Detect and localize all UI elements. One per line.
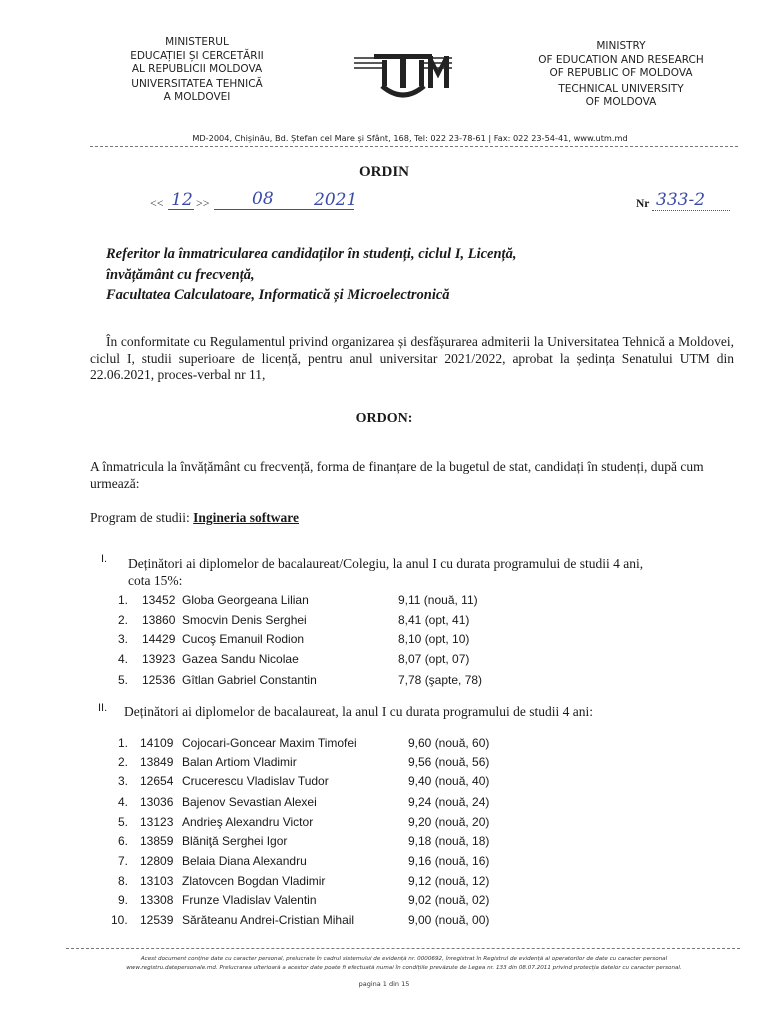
list-item <box>0 913 768 931</box>
row-name: Zlatovcen Bogdan Vladimir <box>182 874 326 888</box>
list-item <box>0 755 768 773</box>
row-name: Gazea Sandu Nicolae <box>182 652 299 666</box>
row-id: 13860 <box>142 613 176 627</box>
row-number: 8. <box>118 874 129 888</box>
row-number: 3. <box>118 632 129 646</box>
row-grade: 7,78 (şapte, 78) <box>398 673 483 687</box>
row-grade: 9,60 (nouă, 60) <box>408 736 490 750</box>
row-number: 1. <box>118 593 129 607</box>
header-left-line: AL REPUBLICII MOLDOVA <box>131 63 263 75</box>
institution-address: MD-2004, Chișinău, Bd. Ștefan cel Mare și Sfânt, 168, Tel: 022 23-78-61 | Fax: 022 23-54-41, www.utm.md <box>192 133 628 143</box>
row-number: 2. <box>118 755 129 769</box>
row-id: 13123 <box>140 815 174 829</box>
list-item <box>0 854 768 872</box>
subject-line: Referitor la înmatricularea candidaților în studenți, ciclul I, Licență, <box>106 246 517 262</box>
row-grade: 9,24 (nouă, 24) <box>408 795 490 809</box>
row-name: Frunze Vladislav Valentin <box>182 893 317 907</box>
row-name: Bajenov Sevastian Alexei <box>182 795 317 809</box>
header-left-line: A MOLDOVEI <box>163 91 231 103</box>
row-id: 13923 <box>142 652 176 666</box>
section-1-heading <box>128 556 738 589</box>
program-label: Program de studii: <box>90 510 190 525</box>
header-right-line: OF MOLDOVA <box>585 96 657 108</box>
section-2-heading-line1: Deținători ai diplomelor de bacalaureat, la anul I cu durata programului de studii 4 ani: <box>124 704 593 719</box>
row-number: 9. <box>118 893 129 907</box>
subject-line: Facultatea Calculatoare, Informatică și Microelectronică <box>106 287 450 303</box>
row-grade: 9,40 (nouă, 40) <box>408 774 490 788</box>
ordon-heading: ORDON: <box>355 411 413 426</box>
order-subject <box>106 244 726 306</box>
list-item <box>0 874 768 892</box>
row-grade: 9,20 (nouă, 20) <box>408 815 490 829</box>
row-id: 13103 <box>140 874 174 888</box>
row-grade: 8,07 (opt, 07) <box>398 652 470 666</box>
header-left-line: MINISTERUL <box>165 36 229 48</box>
list-item <box>0 795 768 813</box>
date-day: 12 <box>171 190 193 210</box>
row-id: 13849 <box>140 755 174 769</box>
date-close-quote: >> <box>196 196 210 210</box>
order-number-label: Nr <box>636 198 650 210</box>
section-1-numeral: I. <box>101 553 108 565</box>
row-grade: 9,56 (nouă, 56) <box>408 755 490 769</box>
notice-line: www.registru.datepersonale.md. Prelucrarea ulterioară a acestor date poate fi efectuată numai în condițiile prevăzute de Legea nr. 133 din 08.07.2011 privind protecția datelor cu caracter personal. <box>126 964 682 971</box>
footer-divider <box>66 948 740 949</box>
header-left-institution <box>84 36 310 105</box>
row-name: Andrieş Alexandru Victor <box>182 815 314 829</box>
header-left-line: EDUCAȚIEI ȘI CERCETĂRII <box>130 49 264 62</box>
row-grade: 8,41 (opt, 41) <box>398 613 470 627</box>
header-divider <box>90 146 738 147</box>
program-name: Ingineria software <box>193 510 299 525</box>
section-1-heading-line1: Deținători ai diplomelor de bacalaureat/Colegiu, la anul I cu durata programului de studii 4 ani, <box>128 556 644 571</box>
list-item <box>0 774 768 792</box>
utm-logo <box>352 50 454 104</box>
row-id: 13452 <box>142 593 176 607</box>
row-name: Belaia Diana Alexandru <box>182 854 307 868</box>
row-number: 2. <box>118 613 129 627</box>
date-month: 08 <box>252 189 274 209</box>
row-id: 12809 <box>140 854 174 868</box>
row-name: Cucoş Emanuil Rodion <box>182 632 305 646</box>
notice-line: Acest document conține date cu caracter personal, prelucrate în cadrul sistemului de evidență nr. 0000692, înregistrat în Registrul de evidență al operatorilor de date cu caracter personal <box>140 956 668 962</box>
date-day-underline <box>168 209 194 210</box>
row-grade: 9,11 (nouă, 11) <box>398 593 478 607</box>
order-number-underline <box>652 210 730 211</box>
row-grade: 9,12 (nouă, 12) <box>408 874 490 888</box>
section-1-heading-line2: cota 15%: <box>128 572 183 588</box>
order-number-value: 333-2 <box>656 190 706 210</box>
row-grade: 8,10 (opt, 10) <box>398 632 470 646</box>
row-id: 14109 <box>140 736 174 750</box>
section-2-heading <box>124 704 734 721</box>
list-item <box>0 834 768 852</box>
row-id: 12654 <box>140 774 174 788</box>
row-id: 14429 <box>142 632 176 646</box>
list-item <box>0 673 768 691</box>
section-2-numeral: II. <box>98 702 108 714</box>
header-right-line: TECHNICAL UNIVERSITY <box>558 82 684 95</box>
list-item <box>0 736 768 754</box>
row-grade: 9,16 (nouă, 16) <box>408 854 490 868</box>
order-paragraph: A înmatricula la învățământ cu frecvență, forma de finanțare de la bugetul de stat, candidați în studenți, după cum urmează: <box>90 459 704 491</box>
header-left-line: UNIVERSITATEA TEHNICĂ <box>131 77 263 90</box>
row-name: Sărăteanu Andrei-Cristian Mihail <box>182 913 355 927</box>
document-title: ORDIN <box>358 164 409 180</box>
list-item <box>0 632 768 650</box>
header-right-line: MINISTRY <box>596 40 646 52</box>
list-item <box>0 613 768 631</box>
row-grade: 9,18 (nouă, 18) <box>408 834 490 848</box>
page-number: pagina 1 din 15 <box>358 980 410 988</box>
intro-paragraph: În conformitate cu Regulamentul privind organizarea și desfășurarea admiterii la Universitatea Tehnică a Moldovei, ciclul I, studii superioare de licență, pentru anul universitar 2021/2022, aprobat la ședința Senatului UTM din 22.06.2021, proces-verbal nr 11, <box>90 334 734 382</box>
row-number: 1. <box>118 736 129 750</box>
date-year: 2021 <box>314 190 358 210</box>
row-number: 10. <box>111 913 128 927</box>
header-right-line: OF EDUCATION AND RESEARCH <box>538 53 704 66</box>
row-name: Gîtlan Gabriel Constantin <box>182 673 317 687</box>
date-underline <box>214 209 354 210</box>
list-item <box>0 652 768 670</box>
row-grade: 9,02 (nouă, 02) <box>408 893 490 907</box>
list-item <box>0 593 768 611</box>
row-name: Smocvin Denis Serghei <box>182 613 307 627</box>
row-name: Crucerescu Vladislav Tudor <box>182 774 329 788</box>
row-name: Blăniţă Serghei Igor <box>182 834 288 848</box>
row-id: 13036 <box>140 795 174 809</box>
row-number: 5. <box>118 815 129 829</box>
row-number: 6. <box>118 834 129 848</box>
row-id: 12539 <box>140 913 174 927</box>
row-id: 13859 <box>140 834 174 848</box>
row-number: 4. <box>118 652 129 666</box>
list-item <box>0 815 768 833</box>
personal-data-notice <box>70 955 738 972</box>
row-number: 7. <box>118 854 129 868</box>
header-right-institution <box>508 40 734 110</box>
study-program <box>90 510 299 526</box>
row-number: 5. <box>118 673 129 687</box>
row-name: Cojocari-Goncear Maxim Timofei <box>182 736 357 750</box>
row-id: 13308 <box>140 893 174 907</box>
row-name: Balan Artiom Vladimir <box>182 755 297 769</box>
row-number: 4. <box>118 795 129 809</box>
date-open-quote: << <box>150 196 164 210</box>
row-name: Globa Georgeana Lilian <box>182 593 309 607</box>
row-id: 12536 <box>142 673 176 687</box>
header-right-line: OF REPUBLIC OF MOLDOVA <box>549 67 693 79</box>
row-number: 3. <box>118 774 129 788</box>
subject-line: învățământ cu frecvență, <box>106 266 255 283</box>
row-grade: 9,00 (nouă, 00) <box>408 913 490 927</box>
list-item <box>0 893 768 911</box>
